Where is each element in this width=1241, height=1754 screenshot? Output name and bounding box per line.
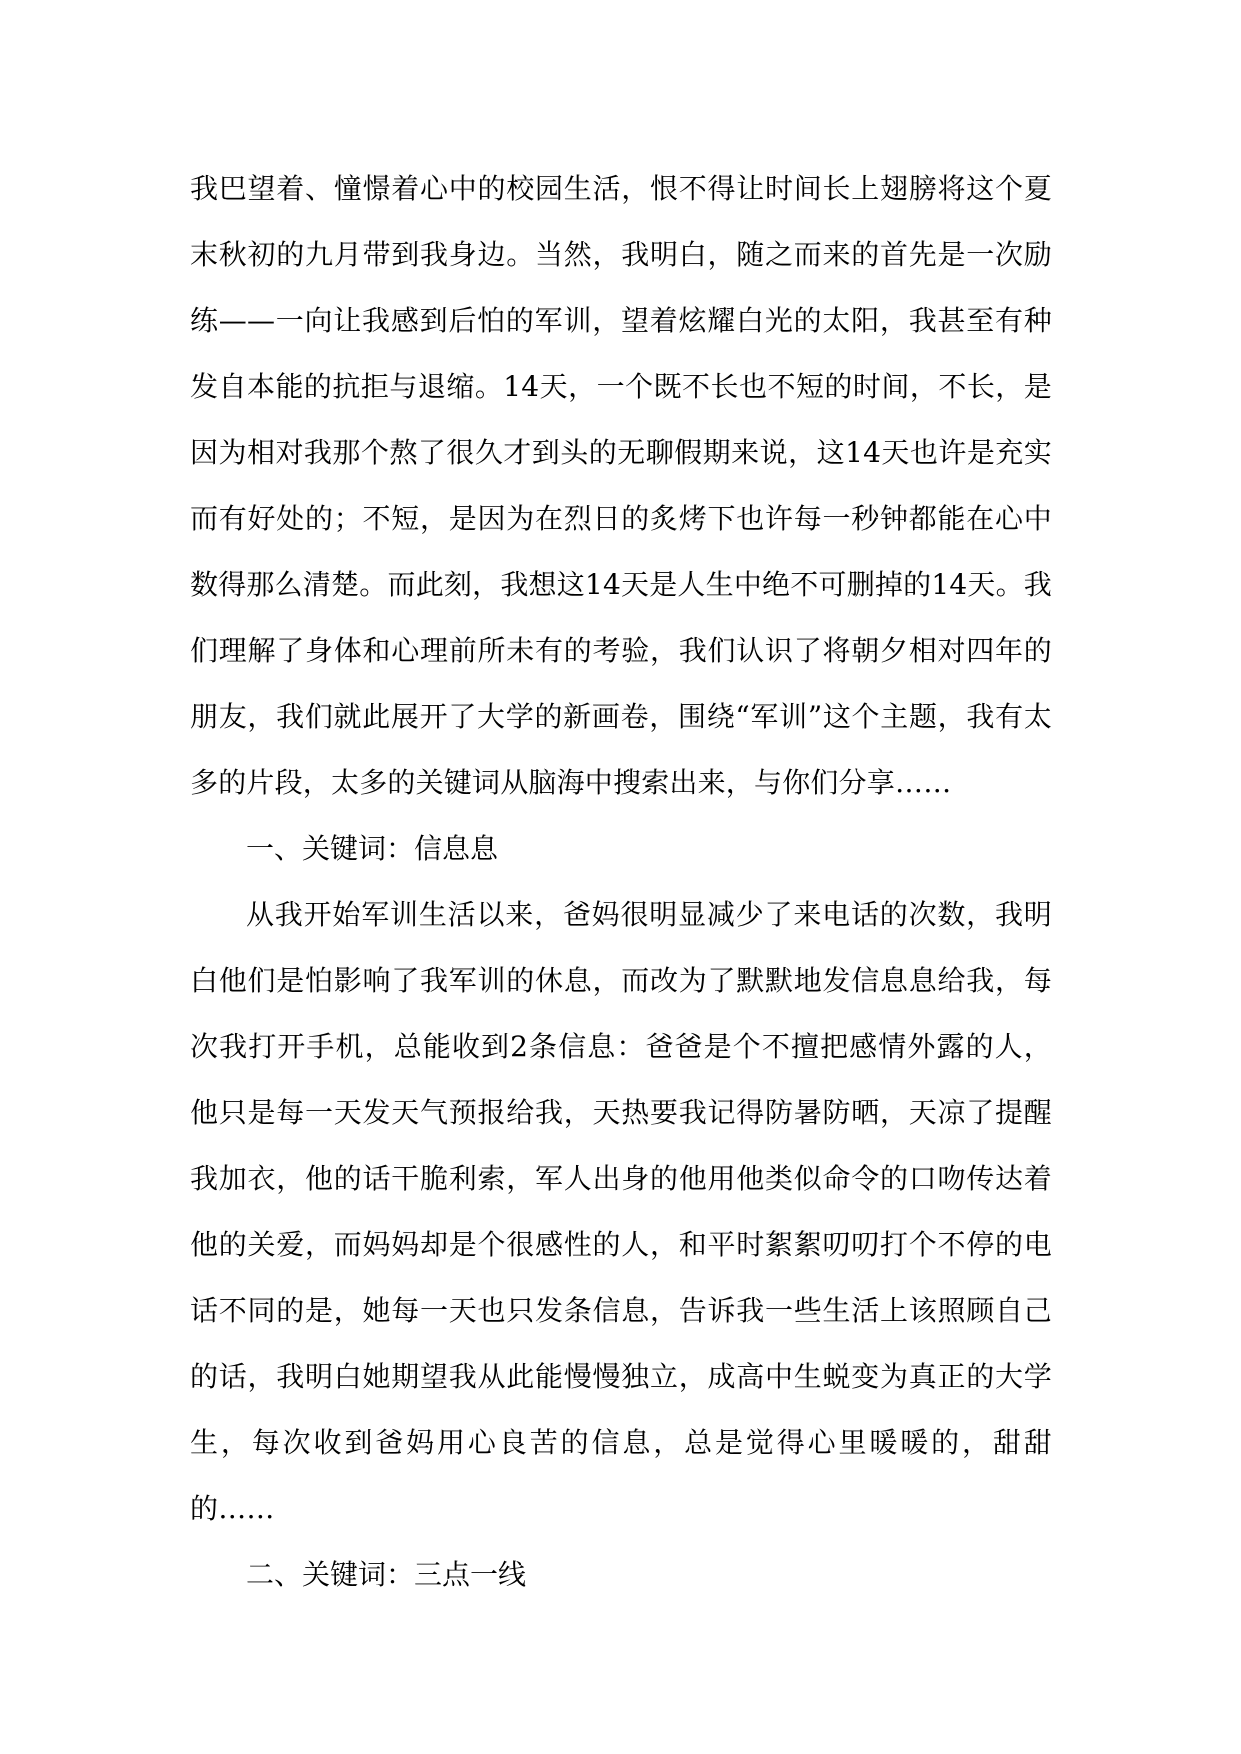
intro-paragraph: 我巴望着、憧憬着心中的校园生活，恨不得让时间长上翅膀将这个夏末秋初的九月带到我身边。当然，我明白，随之而来的首先是一次励练——一向让我感到后怕的军训，望着炫耀白光的太阳，我甚至有种发自本能的抗拒与退缩。14天，一个既不长也不短的时间，不长，是因为相对我那个熬了很久才到头的无聊假期来说，这14天也许是充实而有好处的；不短，是因为在烈日的炙烤下也许每一秒钟都能在心中数得那么清楚。而此刻，我想这14天是人生中绝不可删掉的14天。我们理解了身体和心理前所未有的考验，我们认识了将朝夕相对四年的朋友，我们就此展开了大学的新画卷，围绕“军训”这个主题，我有太多的片段，太多的关键词从脑海中搜索出来，与你们分享…… xyxy=(190,172,1052,799)
section-heading-2: 二、关键词：三点一线 xyxy=(246,1558,527,1591)
section-1-paragraph: 从我开始军训生活以来，爸妈很明显减少了来电话的次数，我明白他们是怕影响了我军训的休息，而改为了默默地发信息息给我，每次我打开手机，总能收到2条信息：爸爸是个不擅把感情外露的人，他只是每一天发天气预报给我，天热要我记得防暑防晒，天凉了提醒我加衣，他的话干脆利索，军人出身的他用他类似命令的口吻传达着他的关爱，而妈妈却是个很感性的人，和平时絮絮叨叨打个不停的电话不同的是，她每一天也只发条信息，告诉我一些生活上该照顾自己的话，我明白她期望我从此能慢慢独立，成高中生蜕变为真正的大学生，每次收到爸妈用心良苦的信息，总是觉得心里暖暖的，甜甜的…… xyxy=(190,898,1052,1525)
section-heading-1: 一、关键词：信息息 xyxy=(246,832,499,865)
document-body xyxy=(190,156,1052,1608)
